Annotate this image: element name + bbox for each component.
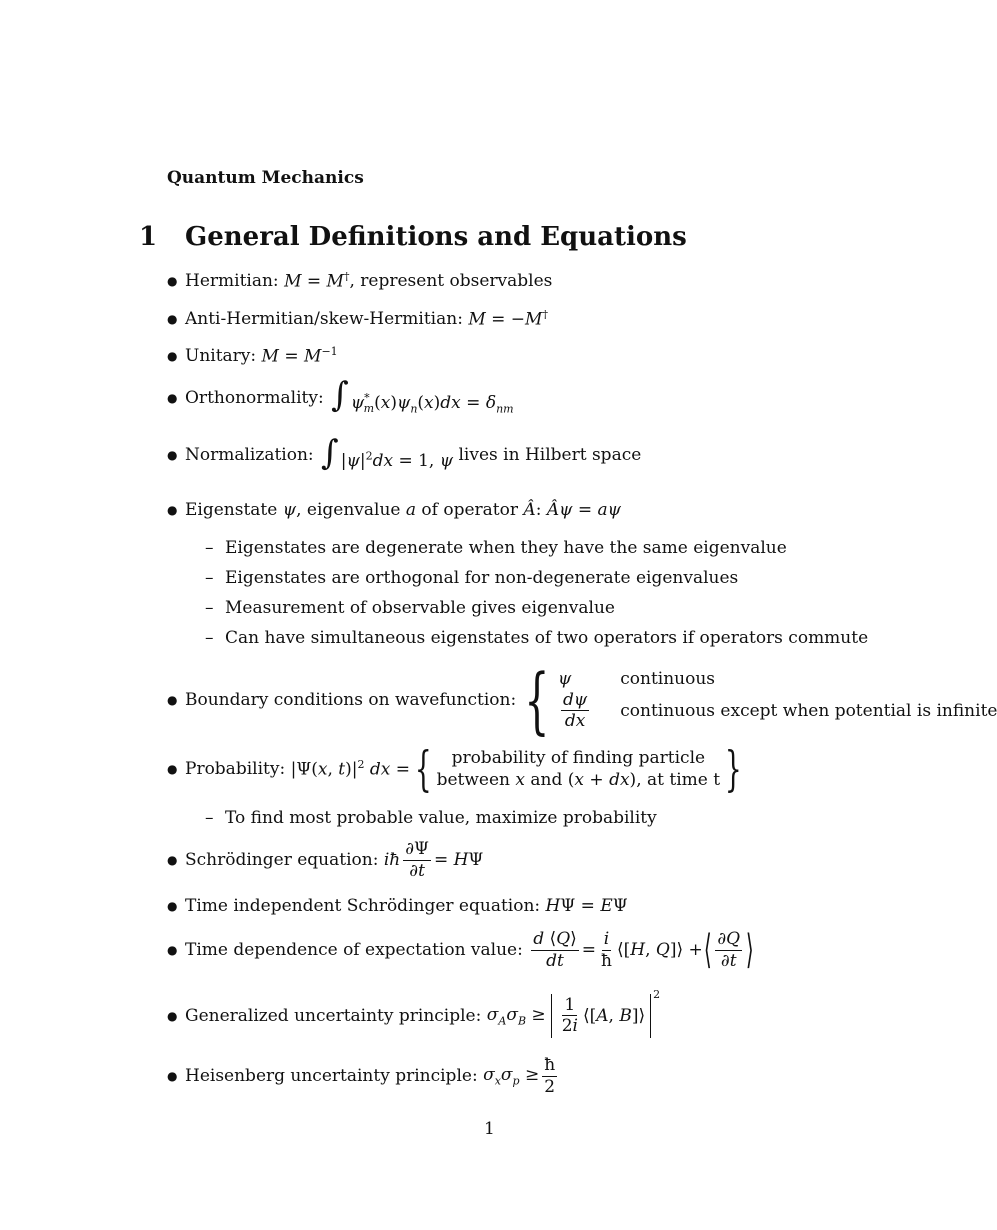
bullet-icon: ●	[167, 503, 178, 517]
item-label: Unitary:	[185, 345, 257, 366]
bullet-icon: ●	[167, 1069, 178, 1084]
sub-item-text: Eigenstates are orthogonal for non-degenerate eigenvalues	[225, 568, 739, 588]
item-label: Orthonormality:	[185, 387, 324, 408]
case-expr-2: $\frac{d\psi}{dx}$	[563, 689, 588, 732]
case-expr-1: ψ	[558, 668, 572, 689]
case-condition-1: continuous	[620, 668, 716, 689]
item-label: Schrödinger equation:	[185, 850, 379, 871]
item-label: Hermitian:	[185, 270, 279, 291]
section-title: General Definitions and Equations	[185, 222, 687, 252]
prob-text: between	[436, 770, 510, 790]
item-tail: lives in Hilbert space	[458, 445, 642, 465]
dash-icon: –	[205, 808, 214, 828]
sub-item-text: Can have simultaneous eigenstates of two operators if operators commute	[225, 628, 869, 648]
prob-line-2: between x and (x + dx), at time t	[436, 770, 721, 790]
item-tail: , represent observables	[349, 270, 553, 291]
item-label: Generalized uncertainty principle:	[185, 1006, 482, 1026]
sub-item-orthogonal	[205, 568, 738, 588]
item-label: Time independent Schrödinger equation:	[185, 896, 541, 916]
math-expression: M = −M†	[468, 308, 548, 330]
fraction: $\frac{ħ}{2}$	[544, 1055, 556, 1097]
fraction: $\frac{d ⟨Q⟩}{dt}$	[533, 929, 577, 971]
item-label: Anti-Hermitian/skew-Hermitian:	[185, 308, 463, 329]
list-item-antihermitian	[167, 308, 548, 330]
sub-item-measurement	[205, 598, 615, 618]
list-item-generalized-uncertainty	[167, 987, 661, 1038]
bullet-icon: ●	[167, 273, 178, 288]
prob-text: and	[530, 770, 563, 790]
bullet-icon: ●	[167, 390, 178, 405]
bullet-icon: ●	[167, 853, 178, 868]
math-expression: = HΨ	[433, 850, 484, 871]
case-condition-2: continuous except when potential is infinite	[620, 701, 997, 721]
abs-bar-left	[551, 994, 552, 1038]
bullet-icon: ●	[167, 348, 178, 363]
dash-icon: –	[205, 598, 214, 618]
right-angle: ⟩	[745, 927, 754, 974]
item-label: Normalization:	[185, 445, 314, 465]
abs-bar-right	[650, 994, 651, 1038]
cases-table	[558, 669, 997, 732]
bullet-icon: ●	[167, 762, 178, 776]
sub-item-text: Measurement of observable gives eigenvalue	[225, 598, 615, 618]
fraction: $\frac{\partial Q}{\partial t}$	[717, 929, 741, 971]
bullet-icon: ●	[167, 311, 178, 326]
math-expression: M = M†	[284, 270, 350, 292]
item-label: Probability:	[185, 759, 286, 779]
list-item-eigenstate	[167, 500, 621, 520]
section-number: 1	[139, 222, 158, 252]
math-expression: |Ψ(x, $t)|^2$ dx =	[285, 758, 411, 780]
list-item-orthonormality	[167, 375, 514, 416]
list-item-probability	[167, 741, 747, 797]
bullet-icon: ●	[167, 899, 178, 913]
left-brace: {	[524, 658, 550, 742]
item-label-2: , eigenvalue	[296, 500, 401, 520]
fraction: $\frac{i}{ħ}$	[601, 929, 612, 971]
left-brace: {	[414, 741, 432, 797]
item-label-3: of operator	[421, 500, 518, 520]
sub-item-degenerate	[205, 538, 787, 558]
exponent: 2	[653, 987, 661, 1001]
dash-icon: –	[205, 538, 214, 558]
math-expression: ∫ $|\psi|^2dx = 1$, ψ	[321, 433, 454, 473]
page-number: 1	[484, 1119, 495, 1139]
math-expression: $M = M^{-1}$	[261, 345, 338, 367]
math-expression: $\sigma_A\sigma_B$ ≥	[486, 1004, 546, 1028]
prob-line-1: probability of finding particle	[451, 747, 706, 768]
left-angle: ⟨	[703, 927, 712, 974]
dash-icon: –	[205, 628, 214, 648]
list-item-hermitian	[167, 270, 552, 292]
sub-item-commute	[205, 628, 868, 648]
document-title: Quantum Mechanics	[167, 168, 364, 188]
sub-item-text: To find most probable value, maximize probability	[225, 808, 657, 828]
item-label: Boundary conditions on wavefunction:	[185, 690, 517, 710]
prob-text: , at time t	[636, 770, 721, 790]
math-expression: ⟨[H, Q]⟩ +	[616, 940, 703, 961]
fraction: $\frac{\partial\Psi}{\partial t}$	[405, 839, 429, 881]
math-expression: ψ	[282, 500, 297, 520]
probability-definition	[437, 747, 720, 791]
math-expression: =	[581, 940, 597, 961]
math-expression: $\sigma_x\sigma_p$ ≥	[483, 1065, 540, 1088]
bullet-icon: ●	[167, 943, 178, 958]
list-item-time-independent	[167, 896, 628, 916]
item-label: Time dependence of expectation value:	[185, 940, 523, 961]
bullet-icon: ●	[167, 693, 178, 707]
list-item-unitary	[167, 345, 338, 367]
item-label: Eigenstate	[185, 500, 278, 520]
list-item-normalization	[167, 433, 642, 473]
list-item-boundary	[167, 658, 997, 742]
math-expression: HΨ = EΨ	[545, 896, 628, 916]
fraction: $\frac{1}{2i}$	[561, 994, 578, 1037]
bullet-icon: ●	[167, 448, 178, 462]
right-brace: }	[724, 741, 742, 797]
bullet-icon: ●	[167, 1009, 178, 1023]
math-expression: iħ	[383, 850, 401, 871]
math-expression: Â: Âψ = aψ	[523, 500, 621, 520]
math-expression: a	[405, 500, 417, 520]
math-expression: ∫ $\psi^*_m(x)\psi_n(x)dx = \delta_{nm}$	[331, 375, 514, 416]
sub-item-text: Eigenstates are degenerate when they have the same eigenvalue	[225, 538, 787, 558]
item-label: Heisenberg uncertainty principle:	[185, 1066, 478, 1087]
list-item-heisenberg	[167, 1056, 560, 1097]
dash-icon: –	[205, 568, 214, 588]
list-item-time-dependence	[167, 927, 755, 974]
math-expression: ⟨[A, B]⟩	[582, 1006, 646, 1026]
list-item-schrodinger	[167, 840, 483, 881]
sub-item-most-probable	[205, 808, 657, 828]
